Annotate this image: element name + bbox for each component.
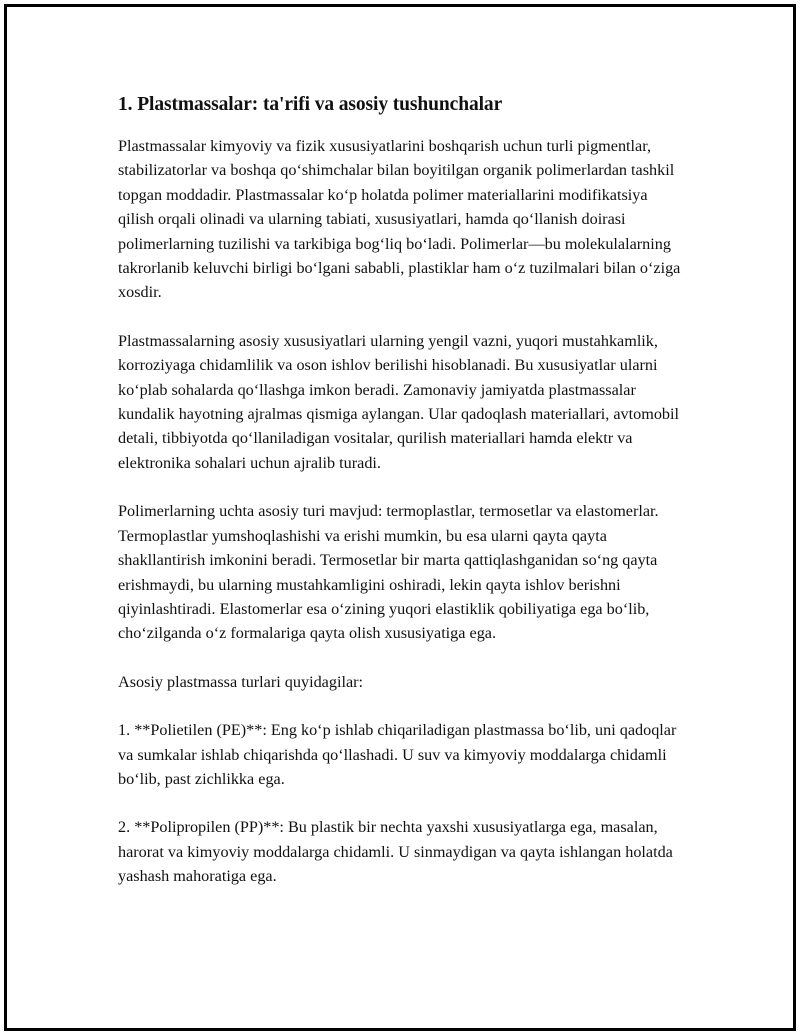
- list-item-polyethylene: 1. **Polietilen (PE)**: Eng ko‘p ishlab chiqariladigan plastmassa bo‘lib, uni qadoqlar va sumkalar ishlab chiqarishda qo‘llashadi. U suv va kimyoviy moddalarga chidamli bo‘lib, past zichlikka ega.: [118, 721, 677, 788]
- paragraph-polymer-types: Polimerlarning uchta asosiy turi mavjud: termoplastlar, termosetlar va elastomerlar. Termoplastlar yumshoqlashishi va erishi mumkin, bu esa ularni qayta qayta shakllantirish imkonini beradi. Termosetlar bir marta qattiqlashganidan so‘ng qayta erishmaydi, bu ularning mustahkamligini oshiradi, lekin qayta ishlov berishni qiyinlashtiradi. Elastomerlar esa o‘zining yuqori elastiklik qobiliyatiga ega bo‘lib, cho‘zilganda o‘z formalariga qayta olish xususiyatiga ega.: [118, 502, 659, 643]
- paragraph-definition: Plastmassalar kimyoviy va fizik xususiyatlarini boshqarish uchun turli pigmentlar, stabilizatorlar va boshqa qo‘shimchalar bilan boyitilgan organik polimerlardan tashkil topgan moddadir. Plastmassalar ko‘p holatda polimer materiallarini modifikatsiya qilish orqali olinadi va ularning tabiati, xususiyatlari, hamda qo‘llanish doirasi polimerlarning tuzilishi va tarkibiga bog‘liq bo‘ladi. Polimerlar—bu molekulalarning takrorlanib keluvchi birligi bo‘lgani sababli, plastiklar ham o‘z tuzilmalari bilan o‘ziga xosdir.: [118, 137, 681, 302]
- document-body: [118, 92, 684, 913]
- paragraph-properties: Plastmassalarning asosiy xususiyatlari ularning yengil vazni, yuqori mustahkamlik, korroziyaga chidamlilik va oson ishlov berilishi hisoblanadi. Bu xususiyatlar ularni ko‘plab sohalarda qo‘llashga imkon beradi. Zamonaviy jamiyatda plastmassalar kundalik hayotning ajralmas qismiga aylangan. Ular qadoqlash materiallari, avtomobil detali, tibbiyotda qo‘llaniladigan vositalar, qurilish materiallari hamda elektr va elektronika sohalari uchun ajralib turadi.: [118, 331, 680, 472]
- section-heading: 1. Plastmassalar: ta'rifi va asosiy tushunchalar: [118, 94, 503, 115]
- paragraph-list-intro: Asosiy plastmassa turlari quyidagilar:: [118, 672, 364, 691]
- list-item-polypropylene: 2. **Polipropilen (PP)**: Bu plastik bir nechta yaxshi xususiyatlarga ega, masalan, harorat va kimyoviy moddalarga chidamli. U sinmaydigan va qayta ishlangan holatda yashash mahoratiga ega.: [118, 818, 673, 886]
